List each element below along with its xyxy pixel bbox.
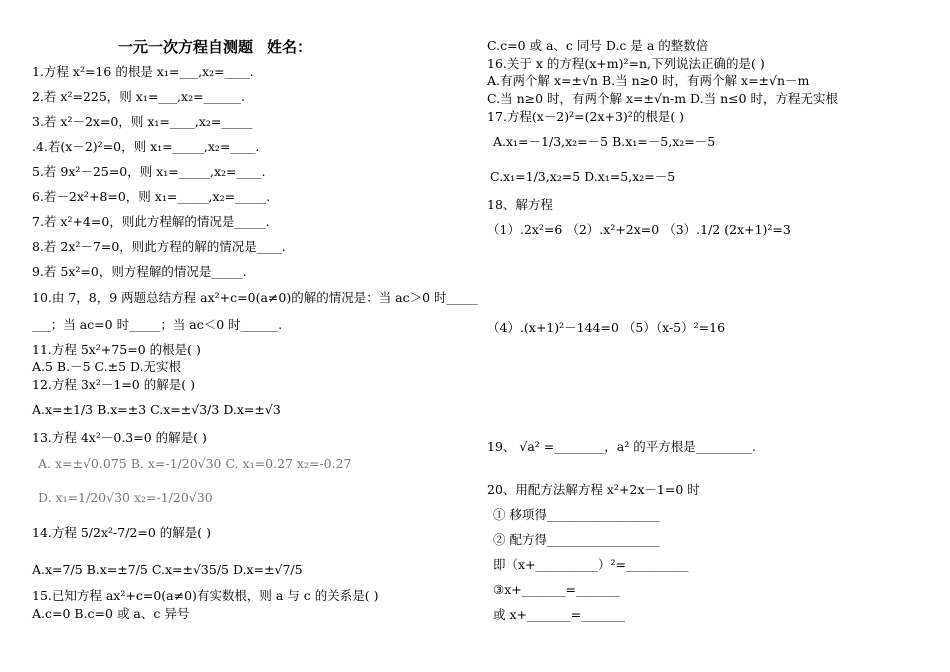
question-19: 19、 √a² =________，a² 的平方根是_________. (487, 439, 756, 454)
question-14: 14.方程 5/2x²-7/2=0 的解是( ) (32, 525, 211, 540)
question-4: .4.若(x－2)²=0，则 x₁=_____,x₂=____. (32, 139, 260, 154)
question-17-options-ab: A.x₁=－1/3,x₂=－5 B.x₁=－5,x₂=－5 (493, 134, 716, 149)
question-15: 15.已知方程 ax²+c=0(a≠0)有实数根，则 a 与 c 的关系是( ) (32, 588, 379, 603)
question-11-options: A.5 B.－5 C.±5 D.无实根 (32, 359, 182, 374)
question-5: 5.若 9x²－25=0，则 x₁=_____,x₂=____. (32, 164, 266, 179)
question-15-options-cd: C.c=0 或 a、c 同号 D.c 是 a 的整数倍 (487, 38, 709, 53)
question-1: 1.方程 x²=16 的根是 x₁=___,x₂=____. (32, 64, 254, 79)
question-14-options: A.x=7/5 B.x=±7/5 C.x=±√35/5 D.x=±√7/5 (32, 562, 303, 577)
name-label: 姓名： (267, 38, 313, 56)
question-13: 13.方程 4x²－0.3=0 的解是( ) (32, 430, 207, 445)
question-17: 17.方程(x－2)²=(2x+3)²的根是( ) (487, 109, 685, 124)
question-16-options-ab: A.有两个解 x=±√n B.当 n≥0 时，有两个解 x=±√n－m (487, 73, 810, 88)
question-6: 6.若－2x²+8=0，则 x₁=_____,x₂=_____. (32, 189, 271, 204)
title-main: 一元一次方程自测题 (118, 38, 254, 56)
question-18: 18、解方程 (487, 197, 553, 212)
question-9: 9.若 5x²=0，则方程解的情况是_____. (32, 264, 247, 279)
question-20-step-1: ① 移项得__________________ (493, 507, 660, 522)
question-20-step-3: ③x+_______=_______ (493, 582, 620, 597)
question-20-step-3b: 或 x+_______=_______ (493, 607, 625, 622)
question-13-options-a: A. x=±√0.075 B. x=-1/20√30 C. x₁=0.27 x₂=-0.27 (38, 456, 352, 471)
question-10-line1: 10.由 7，8，9 两题总结方程 ax²+c=0(a≠0)的解的情况是：当 ac＞0 时_____ (32, 290, 478, 305)
question-12: 12.方程 3x²－1=0 的解是( ) (32, 377, 195, 392)
question-7: 7.若 x²+4=0，则此方程解的情况是_____. (32, 214, 270, 229)
question-16-options-cd: C.当 n≥0 时，有两个解 x=±√n-m D.当 n≤0 时，方程无实根 (487, 91, 839, 106)
question-16: 16.关于 x 的方程(x+m)²=n,下列说法正确的是( ) (487, 56, 765, 71)
question-2: 2.若 x²=225，则 x₁=___,x₂=______. (32, 89, 246, 104)
question-11: 11.方程 5x²+75=0 的根是( ) (32, 342, 201, 357)
question-3: 3.若 x²－2x=0，则 x₁=____,x₂=_____ (32, 114, 253, 129)
question-15-options-ab: A.c=0 B.c=0 或 a、c 异号 (32, 606, 190, 621)
question-8: 8.若 2x²－7=0，则此方程的解的情况是____. (32, 239, 286, 254)
question-10-line2: ___；当 ac=0 时_____；当 ac＜0 时______. (32, 317, 283, 332)
question-12-options: A.x=±1/3 B.x=±3 C.x=±√3/3 D.x=±√3 (32, 402, 281, 417)
question-18-parts-4-5: （4）.(x+1)²－144=0 （5）（x-5）²=16 (487, 320, 726, 335)
question-17-options-cd: C.x₁=1/3,x₂=5 D.x₁=5,x₂=－5 (490, 169, 676, 184)
question-20-step-2: ② 配方得__________________ (493, 532, 660, 547)
question-18-parts-1-3: （1）.2x²=6 （2）.x²+2x=0 （3）.1/2 (2x+1)²=3 (487, 222, 791, 237)
question-13-options-d: D. x₁=1/20√30 x₂=-1/20√30 (38, 490, 213, 505)
question-20-step-2b: 即（x+__________）²=__________ (493, 557, 689, 572)
page-title (118, 36, 326, 57)
question-20: 20、用配方法解方程 x²+2x－1=0 时 (487, 482, 700, 497)
